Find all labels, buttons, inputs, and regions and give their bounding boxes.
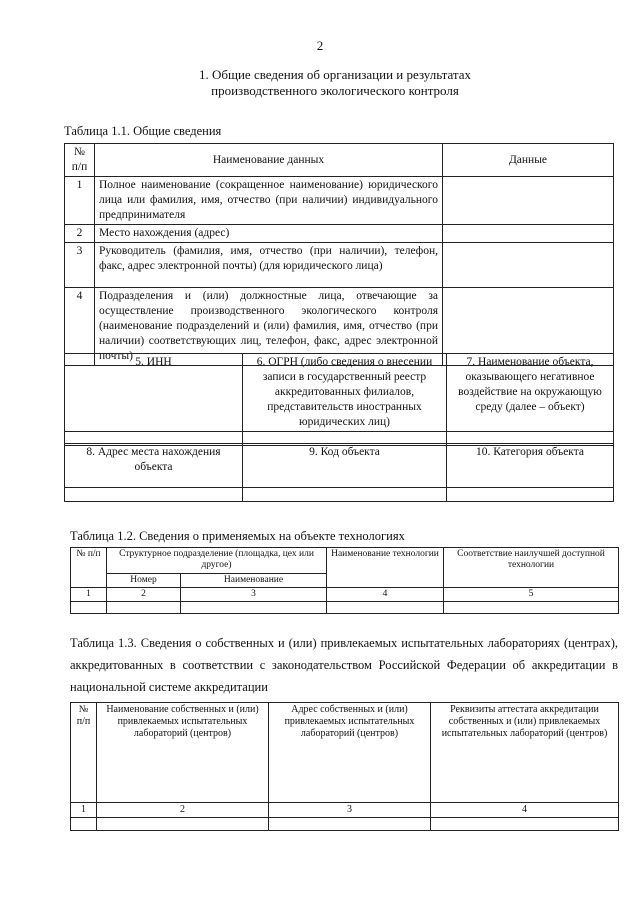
- table-row: [65, 243, 614, 288]
- header-division: Структурное подразделение (площадка, цех или другое): [107, 548, 327, 574]
- row-num: 4: [65, 288, 95, 366]
- header-division-name: Наименование: [181, 574, 327, 588]
- index-cell: 4: [431, 803, 619, 818]
- object-category-header: 10. Категория объекта: [447, 444, 614, 488]
- row-value: [443, 243, 614, 288]
- index-cell: 4: [327, 588, 444, 602]
- header-num: № п/п: [71, 548, 107, 588]
- index-cell: 3: [181, 588, 327, 602]
- header-address: Адрес собственных и (или) привлекаемых испытательных лабораторий (центров): [269, 703, 431, 803]
- header-data: Данные: [443, 144, 614, 177]
- header-technology: Наименование технологии: [327, 548, 444, 588]
- index-cell: 5: [444, 588, 619, 602]
- table-general-info-block-b: [64, 443, 614, 502]
- index-cell: 1: [71, 803, 97, 818]
- row-num: 3: [65, 243, 95, 288]
- object-address-value: [65, 488, 243, 502]
- table-row: [65, 225, 614, 243]
- page-number: 2: [316, 38, 324, 53]
- header-labs: Наименование собственных и (или) привлекаемых испытательных лабораторий (центров): [97, 703, 269, 803]
- inn-header: 5. ИНН: [65, 354, 243, 432]
- table1-caption: Таблица 1.1. Общие сведения: [64, 124, 222, 138]
- object-code-header: 9. Код объекта: [243, 444, 447, 488]
- table2-caption: Таблица 1.2. Сведения о применяемых на объекте технологиях: [70, 529, 405, 543]
- table-laboratories: [70, 702, 619, 831]
- row-name: Место нахождения (адрес): [95, 225, 443, 243]
- row-name: Руководитель (фамилия, имя, отчество (при наличии), телефон, факс, адрес электронной почты) (для юридического лица): [95, 243, 443, 288]
- index-cell: 1: [71, 588, 107, 602]
- row-name: Полное наименование (сокращенное наименование) юридического лица или фамилия, имя, отчество (при наличии) индивидуального предпринимателя: [95, 177, 443, 225]
- object-address-header: 8. Адрес места нахождения объекта: [65, 444, 243, 488]
- table-row: [71, 818, 619, 831]
- table-technologies: [70, 547, 619, 614]
- index-cell: 3: [269, 803, 431, 818]
- header-division-number: Номер: [107, 574, 181, 588]
- header-bat-compliance: Соответствие наилучшей доступной технологии: [444, 548, 619, 588]
- section-heading: [100, 67, 570, 99]
- row-name: Подразделения и (или) должностные лица, отвечающие за осуществление производственного экологического контроля (наименование подразделений и (или) фамилия, имя, отчество (при наличии) соответствующих лиц, телефон, факс, адрес электронной почты): [95, 288, 443, 366]
- row-value: [443, 177, 614, 225]
- row-num: 2: [65, 225, 95, 243]
- section-heading-line2: производственного экологического контроля: [211, 83, 459, 98]
- index-cell: 2: [107, 588, 181, 602]
- section-heading-line1: 1. Общие сведения об организации и результатах: [198, 67, 472, 82]
- header-name: Наименование данных: [95, 144, 443, 177]
- object-category-value: [447, 488, 614, 502]
- table-row: [65, 177, 614, 225]
- object-code-value: [243, 488, 447, 502]
- index-cell: 2: [97, 803, 269, 818]
- row-value: [443, 225, 614, 243]
- table-general-info: [64, 143, 614, 366]
- header-num: № п/п: [65, 144, 95, 177]
- table-row: [71, 588, 619, 602]
- table3-caption: Таблица 1.3. Сведения о собственных и (или) привлекаемых испытательных лабораториях (центрах), аккредитованных в соответствии с законодательством Российской Федерации об аккредитации в национальной системе аккредитации: [70, 636, 618, 694]
- table-general-info-block-a: [64, 353, 614, 446]
- header-attestation: Реквизиты аттестата аккредитации собственных и (или) привлекаемых испытательных лабораторий (центров): [431, 703, 619, 803]
- table-row: [71, 602, 619, 614]
- table-row: [71, 803, 619, 818]
- row-num: 1: [65, 177, 95, 225]
- header-num: № п/п: [71, 703, 97, 803]
- ogrn-header: 6. ОГРН (либо сведения о внесении записи в государственный реестр аккредитованных филиалов, представительств иностранных юридических лиц): [243, 354, 447, 432]
- object-name-header: 7. Наименование объекта, оказывающего негативное воздействие на окружающую среду (далее – объект): [447, 354, 614, 432]
